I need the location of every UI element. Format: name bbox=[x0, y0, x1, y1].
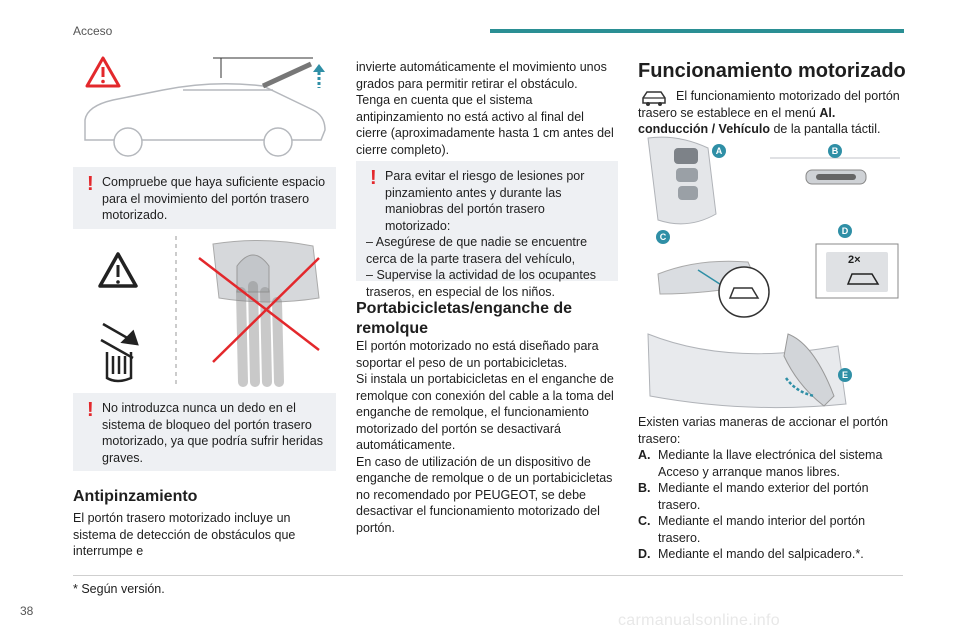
section-title: Acceso bbox=[73, 24, 113, 38]
footnote: * Según versión. bbox=[73, 582, 165, 596]
dashboard-button-illustration bbox=[816, 244, 898, 298]
footer-divider bbox=[73, 575, 903, 576]
warning-note-finger bbox=[73, 393, 336, 471]
key-fob-illustration bbox=[648, 137, 716, 224]
column-2-top bbox=[356, 59, 618, 158]
paragraph: invierte automáticamente el movimiento unos grados para permitir retirar el obstáculo. bbox=[356, 60, 607, 91]
car-clearance-diagram bbox=[73, 50, 338, 162]
paragraph: Tenga en cuenta que el sistema antipinzamiento no está activo al final del cierre (aproximadamente hasta 1 cm antes del cierre completo). bbox=[356, 93, 614, 157]
car-outline-icon bbox=[85, 84, 325, 156]
label-c-badge: C bbox=[656, 230, 670, 244]
paragraph: Si instala un portabicicletas en el enganche de remolque con conexión del cable a la toma del enganche de remolque, el funcionamiento motorizado del portón se desactivará automáticamente. bbox=[356, 372, 614, 452]
ways-paragraph: Existen varias maneras de accionar el portón trasero: bbox=[638, 415, 889, 446]
list-item: B. Mediante el mando exterior del portón trasero. bbox=[638, 481, 869, 512]
heading-portabicicletas: Portabicicletas/enganche de remolque bbox=[356, 300, 573, 337]
watermark: carmanualsonline.info bbox=[618, 612, 780, 629]
note-text: Para evitar el riesgo de lesiones por pinzamiento antes y durante las maniobras del portón trasero motorizado: bbox=[385, 169, 585, 233]
list-item: A. Mediante la llave electrónica del sistema Acceso y arranque manos libres. bbox=[638, 448, 883, 479]
paragraph: El portón trasero motorizado incluye un sistema de detección de obstáculos que interrumpe e bbox=[73, 511, 296, 558]
paragraph: El portón motorizado no está diseñado para soportar el peso de un portabicicletas. bbox=[356, 339, 599, 370]
exclamation-icon: ! bbox=[370, 167, 377, 189]
label-b-badge: B bbox=[828, 144, 842, 158]
paragraph: En caso de utilización de un dispositivo de enganche de remolque o de un portabicicletas no recomendado por PEUGEOT, se debe desactivar el funcionamiento motorizado del portón. bbox=[356, 454, 613, 535]
column-2-body bbox=[356, 338, 618, 536]
ways-list bbox=[638, 447, 902, 563]
controls-figure bbox=[638, 134, 902, 410]
warning-note-space bbox=[73, 167, 336, 229]
page-number: 38 bbox=[20, 604, 34, 618]
label-e-badge: E bbox=[838, 368, 852, 382]
warning-note-pinch bbox=[356, 161, 618, 299]
list-item: C. Mediante el mando interior del portón trasero. bbox=[638, 514, 866, 545]
note-list-item: – Asegúrese de que nadie se encuentre cerca de la parte trasera del vehículo, bbox=[366, 235, 588, 266]
warning-triangle-icon bbox=[87, 58, 119, 86]
note-text: No introduzca nunca un dedo en el sistema de bloqueo del portón trasero motorizado, ya que podría sufrir heridas graves. bbox=[102, 401, 323, 465]
intro-paragraph: El funcionamiento motorizado del portón trasero se establece en el menú Al. conducción / Vehículo de la pantalla táctil. bbox=[638, 89, 900, 136]
exclamation-icon: ! bbox=[87, 173, 94, 195]
note-list-item: – Supervise la actividad de los ocupantes traseros, en especial de los niños. bbox=[366, 268, 597, 299]
finger-pinch-diagram bbox=[73, 232, 338, 388]
label-a-badge: A bbox=[712, 144, 726, 158]
warning-triangle-icon bbox=[100, 254, 136, 286]
double-press-label: 2× bbox=[848, 254, 861, 266]
note-text: Compruebe que haya suficiente espacio para el movimiento del portón trasero motorizado. bbox=[102, 175, 326, 222]
heading-antipinzamiento: Antipinzamiento bbox=[73, 488, 198, 505]
label-d-badge: D bbox=[838, 224, 852, 238]
heading-funcionamiento: Funcionamiento motorizado bbox=[638, 60, 906, 82]
list-item: D. Mediante el mando del salpicadero.*. bbox=[638, 547, 864, 561]
hand-pinch-icon bbox=[101, 324, 137, 381]
foot-kick-illustration bbox=[648, 334, 846, 408]
exclamation-icon: ! bbox=[87, 399, 94, 421]
header-accent-bar bbox=[490, 29, 904, 33]
interior-button-illustration bbox=[658, 261, 769, 317]
